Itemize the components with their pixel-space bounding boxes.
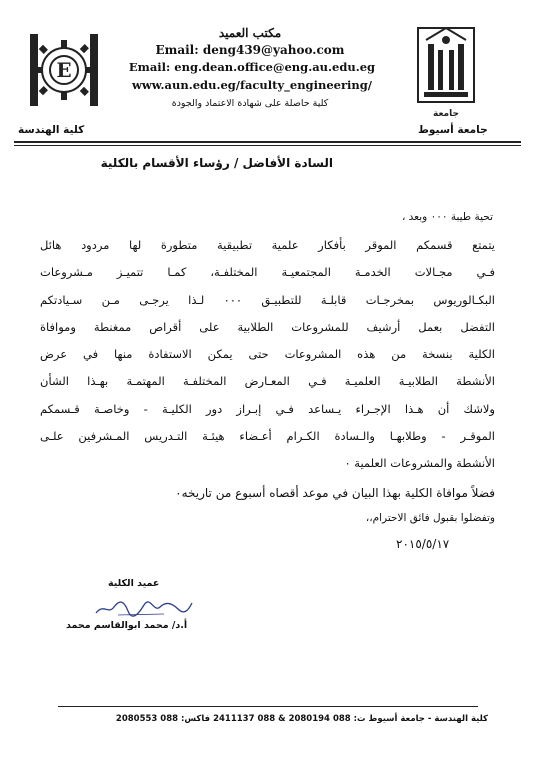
footer-contact: كلية الهندسة - جامعة أسيوط ت: 088 2080194 & 088 2411137 فاكس: 088 2080553 xyxy=(115,714,488,724)
body-line: فـي مجـالات الخدمـة المجتمعيـة المختلفـة، كمـا تتميـز مـشروعات xyxy=(40,265,495,280)
body-line: الكلية بنسخة من هذه المشروعات حتى يمكن الاستفادة منها في عرض xyxy=(40,347,495,362)
body-line: التفضل بعمل أرشيف للمشروعات الطلابية على أقراص ممغنطة وموافاة xyxy=(40,319,495,334)
body-line: ولاشك أن هـذا الإجـراء يـساعد فـي إبـراز دور الكليـة - وخاصـة قـسمكم xyxy=(40,401,495,416)
greeting: تحية طيبة ٠٠٠ وبعد ، xyxy=(401,211,493,223)
office-title: مكتب العميد xyxy=(218,26,282,40)
letter-date: ٢٠١٥/٥/١٧ xyxy=(396,537,450,551)
body-line: الأنشطة الطلابيـة العلميـة فـي المعـارض المختلفـة المهتمـة بهـذا الشأن xyxy=(40,374,495,389)
body-line: البكـالوريوس بمخرجـات قابلـة للتطبيـق ٠٠٠ لـذا يرجـى مـن سـيادتكم xyxy=(40,292,495,307)
email-line-1: Email: deng439@yahoo.com xyxy=(155,43,345,57)
letter-body xyxy=(40,232,495,478)
footer-rule xyxy=(58,706,478,707)
svg-text:E: E xyxy=(56,58,72,82)
university-label: جامعة أسيوط xyxy=(418,124,488,136)
accreditation-note: كلية حاصلة على شهادة الاعتماد والجودة xyxy=(171,98,329,109)
website-line: www.aun.edu.eg/faculty_engineering/ xyxy=(132,78,372,92)
body-line: الموقـر - وطلابهـا والـسادة الكـرام أعـضاء هيئـة التـدريس المـشرفين علـى xyxy=(40,429,495,444)
closing-respect: وتفضلوا بقبول فائق الاحترام،، xyxy=(365,512,495,524)
signature-title: عميد الكلية xyxy=(108,578,160,589)
body-line: الأنشطة والمشروعات العلمية ٠ xyxy=(344,456,495,471)
signatory-name: أ.د/ محمد ابوالقاسم محمد xyxy=(66,620,188,631)
body-line: يتمتع قسمكم الموقر بأفكار علمية تطبيقية متطورة لها مردود هائل xyxy=(40,238,495,252)
header-rule xyxy=(14,141,521,143)
header-rule-thin xyxy=(14,145,521,146)
addressee: السادة الأفاضل / رؤساء الأقسام بالكلية xyxy=(100,156,333,170)
faculty-label: كلية الهندسة xyxy=(18,124,85,136)
email-line-2: Email: eng.dean.office@eng.au.edu.eg xyxy=(128,60,376,74)
closing-request: فضلاً موافاة الكلية بهذا البيان في موعد أقصاه أسبوع من تاريخه٠ xyxy=(175,486,495,500)
svg-text:جامعة: جامعة xyxy=(433,109,459,119)
handwritten-signature xyxy=(94,597,194,619)
